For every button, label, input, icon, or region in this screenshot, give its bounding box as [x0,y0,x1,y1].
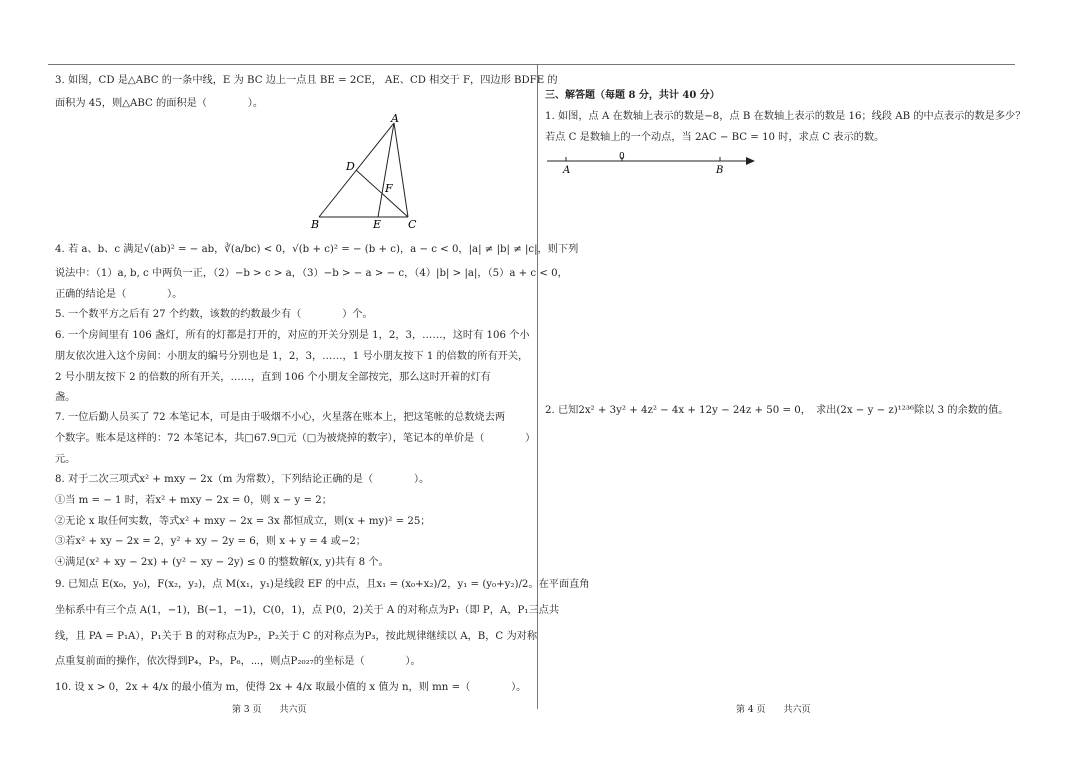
q4-line-1: 4. 若 a、b、c 满足√(ab)² = − ab，∛(a/bc) < 0，√(b + c)² = − (b + c)，a − c < 0，|a| ≠ |b| ≠ |c|，则下列 [55,244,579,255]
q10-line-1: 10. 设 x > 0，2x + 4/x 的最小值为 m，使得 2x + 4/x 取最小值的 x 值为 n，则 mn =（ ）。 [55,682,527,693]
q8-line-5: ④满足(x² + xy − 2x) + (y² − xy − 2y) ≤ 0 的整数解(x, y)共有 8 个。 [55,557,389,568]
label-C: C [408,218,417,231]
label-B: B [311,218,320,231]
q9-line-3: 线，且 PA = P₁A），P₁关于 B 的对称点为P₂，P₂关于 C 的对称点为P₃，按此规律继续以 A，B，C 为对称 [55,631,538,642]
q8-line-3: ②无论 x 取任何实数，等式x² + mxy − 2x = 3x 都恒成立，则(x + my)² = 25； [55,516,431,527]
q7-line-1: 7. 一位后勤人员买了 72 本笔记本，可是由于吸烟不小心，火星落在账本上，把这笔帐的总数烧去两 [55,412,506,423]
top-rule [48,64,1015,65]
q4-line-2: 说法中：（1）a, b, c 中两负一正，（2）−b > c > a，（3）−b > − a > − c，（4）|b| > |a|，（5）a + c < 0， [55,268,568,279]
q8-line-2: ①当 m = − 1 时，若x² + mxy − 2x = 0，则 x − y = 2； [55,495,332,506]
q8-line-1: 8. 对于二次三项式x² + mxy − 2x（m 为常数），下列结论正确的是（ ）。 [55,474,430,485]
triangle-figure [310,114,480,234]
number-line-label-B: B [716,165,724,176]
q8-line-4: ③若x² + xy − 2x = 2，y² + xy − 2y = 6，则 x + y = 4 或−2； [55,536,366,547]
q6-line-3: 2 号小朋友按下 2 的倍数的所有开关，……，直到 106 个小朋友全部按完，那么这时开着的灯有 [55,372,491,383]
section-heading: 三、解答题（每题 8 分，共计 40 分） [545,90,720,101]
q5-line-1: 5. 一个数平方之后有 27 个约数，该数的约数最少有（ ）个。 [55,309,373,320]
number-line-label-0: 0 [619,152,625,162]
page-footer-right: 第 4 页 共六页 [736,705,811,715]
q3-line-2: 面积为 45，则△ABC 的面积是（ ）。 [55,98,264,109]
q6-line-2: 朋友依次进入这个房间：小朋友的编号分别也是 1，2，3，……，1 号小朋友按下 1 的倍数的所有开关， [55,351,529,362]
q9-line-4: 点重复前面的操作，依次得到P₄，P₅，P₆，⋯，则点P₂₀₂₇的坐标是（ ）。 [55,656,421,667]
number-line [545,150,765,180]
number-line-label-A: A [563,165,571,176]
q4-line-3: 正确的结论是（ ）。 [55,289,183,300]
label-A: A [391,114,399,125]
q1-line-2: 若点 C 是数轴上的一个动点，当 2AC − BC = 10 时，求点 C 表示的数。 [545,132,885,143]
label-F: F [385,182,393,195]
q9-line-1: 9. 已知点 E(x₀，y₀)，F(x₂，y₂)，点 M(x₁，y₁)是线段 EF 的中点，且x₁ = (x₀+x₂)/2，y₁ = (y₀+y₂)/2。在平面直角 [55,579,590,590]
q6-line-1: 6. 一个房间里有 106 盏灯，所有的灯都是打开的，对应的开关分别是 1，2，3，……，这时有 106 个小 [55,330,530,341]
q9-line-2: 坐标系中有三个点 A(1，−1)，B(−1，−1)，C(0，1)，点 P(0，2)关于 A 的对称点为P₁（即 P，A，P₁三点共 [55,605,560,616]
q7-line-3: 元。 [55,454,76,465]
page-footer-left: 第 3 页 共六页 [232,705,307,715]
q6-line-4: 盏。 [55,392,76,403]
q7-line-2: 个数字。账本是这样的：72 本笔记本，共□67.9□元（□为被烧掉的数字），笔记本的单价是（ ） [55,433,536,444]
label-D: D [346,160,355,173]
q3-line-1: 3. 如图，CD 是△ABC 的一条中线，E 为 BC 边上一点且 BE = 2CE， AE、CD 相交于 F，四边形 BDFE 的 [55,75,558,86]
q2-line-1: 2. 已知2x² + 3y² + 4z² − 4x + 12y − 24z + 50 = 0， 求出(2x − y − z)¹²³⁶除以 3 的余数的值。 [545,405,1009,416]
label-E: E [373,218,382,231]
q1-line-1: 1. 如图，点 A 在数轴上表示的数是−8，点 B 在数轴上表示的数是 16；线段 AB 的中点表示的数是多少？ [545,111,1026,122]
